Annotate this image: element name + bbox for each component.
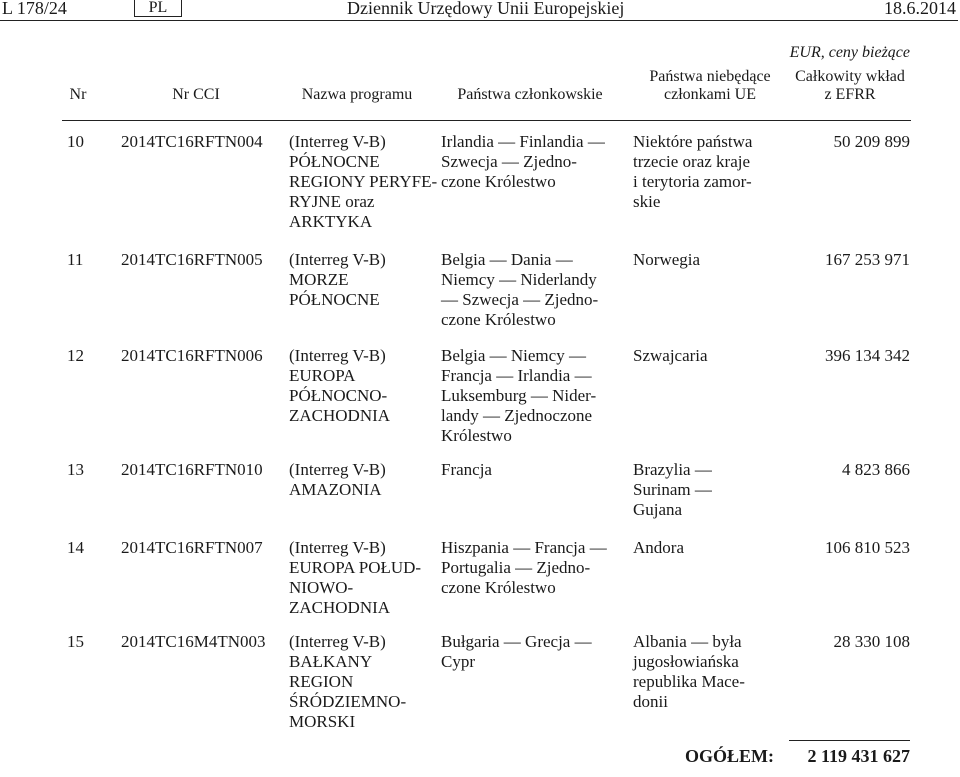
program-name-line: (Interreg V-B) [289,538,386,557]
program-name-line: (Interreg V-B) [289,250,386,269]
member-states [441,632,592,672]
row-number: 12 [67,346,84,365]
member-states [441,538,607,598]
cci-code: 2014TC16RFTN004 [121,132,263,151]
member-states-line: landy — Zjednoczone [441,406,593,425]
member-states-line: Królestwo [441,426,512,445]
program-name [289,538,421,618]
member-states-line: Szwecja — Zjedno- [441,152,577,171]
program-name-line: REGION [289,672,354,691]
non-member-states-line: Niektóre państwa [633,132,753,151]
member-states-line: Hiszpania — Francja — [441,538,607,557]
program-name [289,460,386,500]
row-number: 11 [67,250,84,269]
non-member-states [633,346,708,366]
member-states-line: Irlandia — Finlandia — [441,132,605,151]
publication-date: 18.6.2014 [884,0,956,18]
total-contribution: 50 209 899 [833,132,910,151]
member-states-line: Portugalia — Zjedno- [441,558,591,577]
non-member-states-line: i terytoria zamor- [633,172,752,191]
program-name-line: RYJNE oraz [289,192,375,211]
program-name-line: PÓŁNOCNE [289,290,380,309]
member-states-line: Luksemburg — Nider- [441,386,597,405]
total-contribution: 167 253 971 [825,250,910,269]
program-name-line: (Interreg V-B) [289,346,386,365]
program-name [289,132,437,232]
total-contribution: 4 823 866 [842,460,910,479]
program-name-line: (Interreg V-B) [289,132,386,151]
non-member-states-line: Norwegia [633,250,701,269]
member-states [441,460,492,480]
total-value: 2 119 431 627 [807,746,910,766]
program-name-line: (Interreg V-B) [289,632,386,651]
program-name-line: PÓŁNOCNO- [289,386,388,405]
member-states-line: Belgia — Niemcy — [441,346,586,365]
member-states [441,132,605,192]
total-contribution: 28 330 108 [833,632,910,651]
column-header-member-states: Państwa członkowskie [457,86,603,103]
member-states-line: Niemcy — Niderlandy [441,270,597,289]
language-badge: PL [134,0,182,17]
total-divider [789,740,910,741]
row-number: 14 [67,538,84,557]
program-name-line: (Interreg V-B) [289,460,386,479]
program-name-line: NIOWO- [289,578,354,597]
member-states-line: Belgia — Dania — [441,250,573,269]
program-name-line: ZACHODNIA [289,598,391,617]
cci-code: 2014TC16RFTN005 [121,250,263,269]
member-states-line: Bułgaria — Grecja — [441,632,592,651]
non-member-states-line: Andora [633,538,684,557]
journal-title: Dziennik Urzędowy Unii Europejskiej [347,0,625,18]
non-member-states [633,132,752,212]
column-header-nr: Nr [69,86,87,103]
member-states-line: — Szwecja — Zjedno- [441,290,599,309]
member-states-line: czone Królestwo [441,310,556,329]
non-member-states-line: Szwajcaria [633,346,708,365]
program-name-line: ŚRÓDZIEMNO- [289,692,407,711]
non-member-states-line: Albania — była [633,632,742,651]
program-name-line: PÓŁNOCNE [289,152,380,171]
non-member-states [633,538,684,558]
page-number: L 178/24 [2,0,67,18]
cci-code: 2014TC16RFTN010 [121,460,263,479]
member-states [441,250,598,330]
non-member-states-line: jugosłowiańska [633,652,739,671]
non-member-states-line: trzecie oraz kraje [633,152,751,171]
program-name-line: BAŁKANY [289,652,373,671]
header-divider [0,20,958,21]
program-name-line: REGIONY PERYFE- [289,172,438,191]
program-name-line: AMAZONIA [289,480,382,499]
non-member-states-line: Gujana [633,500,683,519]
non-member-states-line: donii [633,692,668,711]
non-member-states-line: Brazylia — [633,460,712,479]
non-member-states [633,250,700,270]
column-header-program-name: Nazwa programu [301,86,413,103]
program-name-line: ARKTYKA [289,212,373,231]
non-member-states-line: Surinam — [633,480,712,499]
non-member-states-line: republika Mace- [633,672,745,691]
row-number: 10 [67,132,84,151]
program-name-line: EUROPA POŁUD- [289,558,422,577]
member-states-line: czone Królestwo [441,172,556,191]
member-states-line: Francja — Irlandia — [441,366,592,385]
program-name-line: ZACHODNIA [289,406,391,425]
non-member-states [633,632,745,712]
member-states [441,346,596,446]
program-name-line: MORSKI [289,712,356,731]
column-header-cci: Nr CCI [172,86,220,103]
member-states-line: czone Królestwo [441,578,556,597]
column-header-non-member-states: Państwa niebędące członkami UE [649,68,771,103]
currency-note: EUR, ceny bieżące [789,44,910,61]
program-name [289,346,390,426]
program-name [289,632,406,732]
row-number: 13 [67,460,84,479]
member-states-line: Francja [441,460,492,479]
non-member-states [633,460,712,520]
total-contribution: 106 810 523 [825,538,910,557]
member-states-line: Cypr [441,652,475,671]
table-header-divider [62,120,911,121]
cci-code: 2014TC16RFTN006 [121,346,263,365]
total-contribution: 396 134 342 [825,346,910,365]
total-label: OGÓŁEM: [685,746,774,766]
column-header-total-contribution: Całkowity wkład z EFRR [795,68,905,103]
cci-code: 2014TC16RFTN007 [121,538,263,557]
program-name [289,250,386,310]
non-member-states-line: skie [633,192,661,211]
program-name-line: MORZE [289,270,349,289]
cci-code: 2014TC16M4TN003 [121,632,266,651]
row-number: 15 [67,632,84,651]
program-name-line: EUROPA [289,366,356,385]
